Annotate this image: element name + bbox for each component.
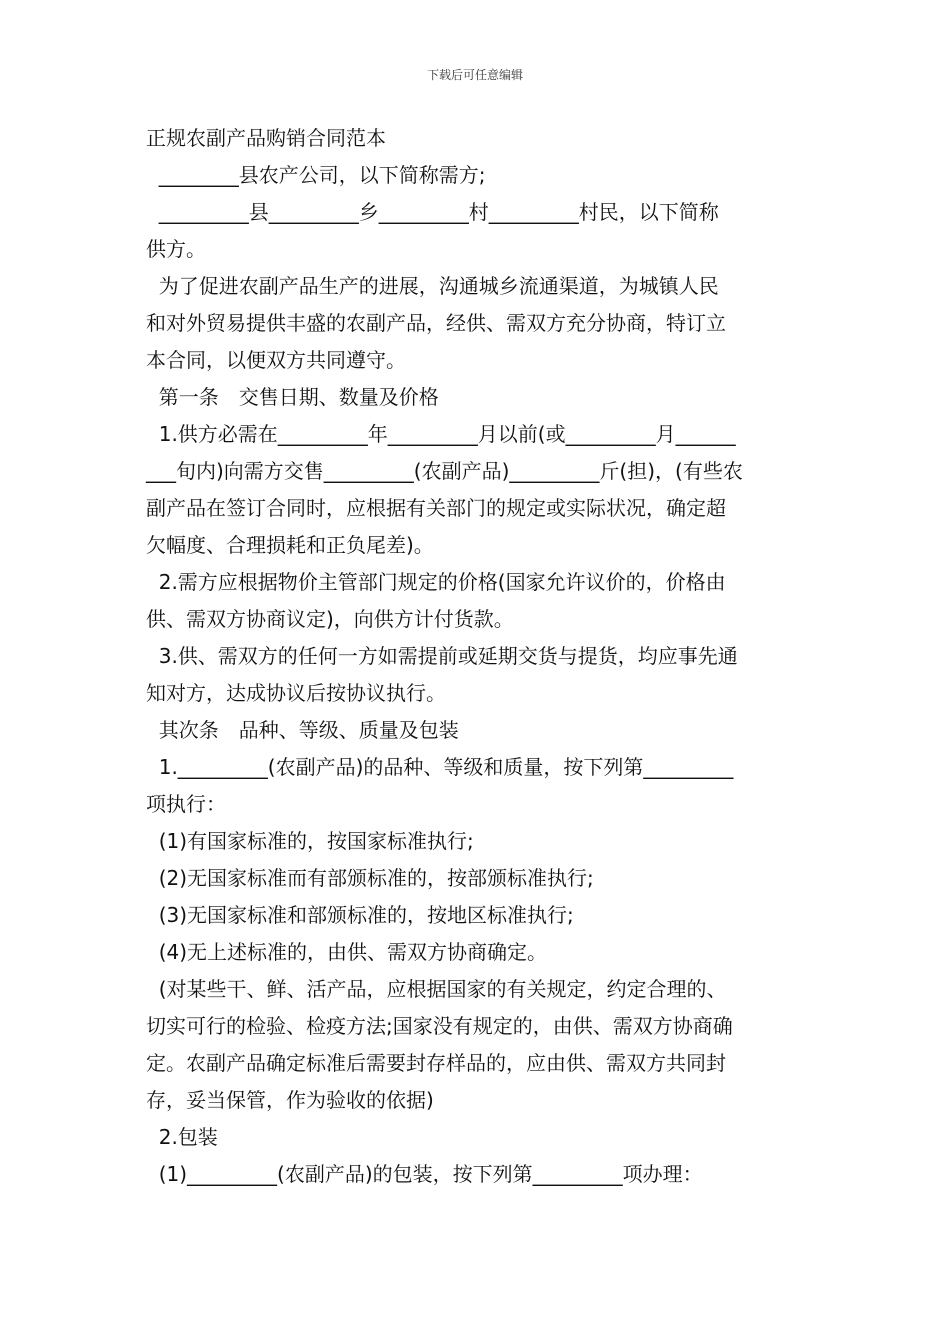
text-line: 和对外贸易提供丰盛的农副产品，经供、需双方充分协商，特订立: [146, 311, 726, 335]
text-line: 欠幅度、合理损耗和正负尾差)。: [146, 533, 434, 557]
text-line: 定。农副产品确定标准后需要封存样品的，应由供、需双方共同封: [146, 1051, 726, 1075]
text-line: ________县农产公司，以下简称需方;: [146, 163, 486, 187]
document-title: 正规农副产品购销合同范本: [146, 126, 386, 150]
text-line: _________县_________乡_________村_________村民，以下简称: [146, 200, 719, 224]
section-heading: 其次条 品种、等级、质量及包装: [146, 718, 459, 742]
text-line: (对某些干、鲜、活产品，应根据国家的有关规定，约定合理的、: [146, 977, 727, 1001]
text-line: 为了促进农副产品生产的进展，沟通城乡流通渠道，为城镇人民: [146, 274, 719, 298]
text-line: 1._________(农副产品)的品种、等级和质量，按下列第_________: [146, 755, 734, 779]
text-line: 3.供、需双方的任何一方如需提前或延期交货与提货，均应事先通: [146, 644, 738, 668]
text-line: 切实可行的检验、检疫方法;国家没有规定的，由供、需双方协商确: [146, 1014, 733, 1038]
text-line: ___旬内)向需方交售_________(农副产品)_________斤(担)，(有些农: [146, 459, 743, 483]
page-header: 下载后可任意编辑: [426, 68, 523, 82]
section-heading: 第一条 交售日期、数量及价格: [146, 385, 439, 409]
text-line: 副产品在签订合同时，应根据有关部门的规定或实际状况，确定超: [146, 496, 726, 520]
text-line: (4)无上述标准的，由供、需双方协商确定。: [146, 940, 548, 964]
text-line: 存，妥当保管，作为验收的依据): [146, 1088, 434, 1112]
text-line: 2.需方应根据物价主管部门规定的价格(国家允许议价的，价格由: [146, 570, 726, 594]
text-line: 知对方，达成协议后按协议执行。: [146, 681, 446, 705]
document-body: [146, 120, 808, 1193]
text-line: (1)有国家标准的，按国家标准执行;: [146, 829, 474, 853]
text-line: 2.包装: [146, 1125, 218, 1149]
text-line: (1)_________(农副产品)的包装，按下列第_________项办理：: [146, 1162, 703, 1186]
text-line: 供方。: [146, 237, 206, 261]
text-line: (2)无国家标准而有部颁标准的，按部颁标准执行;: [146, 866, 594, 890]
text-line: 供、需双方协商议定)，向供方计付货款。: [146, 607, 514, 631]
text-line: 本合同，以便双方共同遵守。: [146, 348, 406, 372]
text-line: 项执行：: [146, 792, 226, 816]
text-line: 1.供方必需在_________年_________月以前(或_________月______: [146, 422, 736, 446]
text-line: (3)无国家标准和部颁标准的，按地区标准执行;: [146, 903, 574, 927]
